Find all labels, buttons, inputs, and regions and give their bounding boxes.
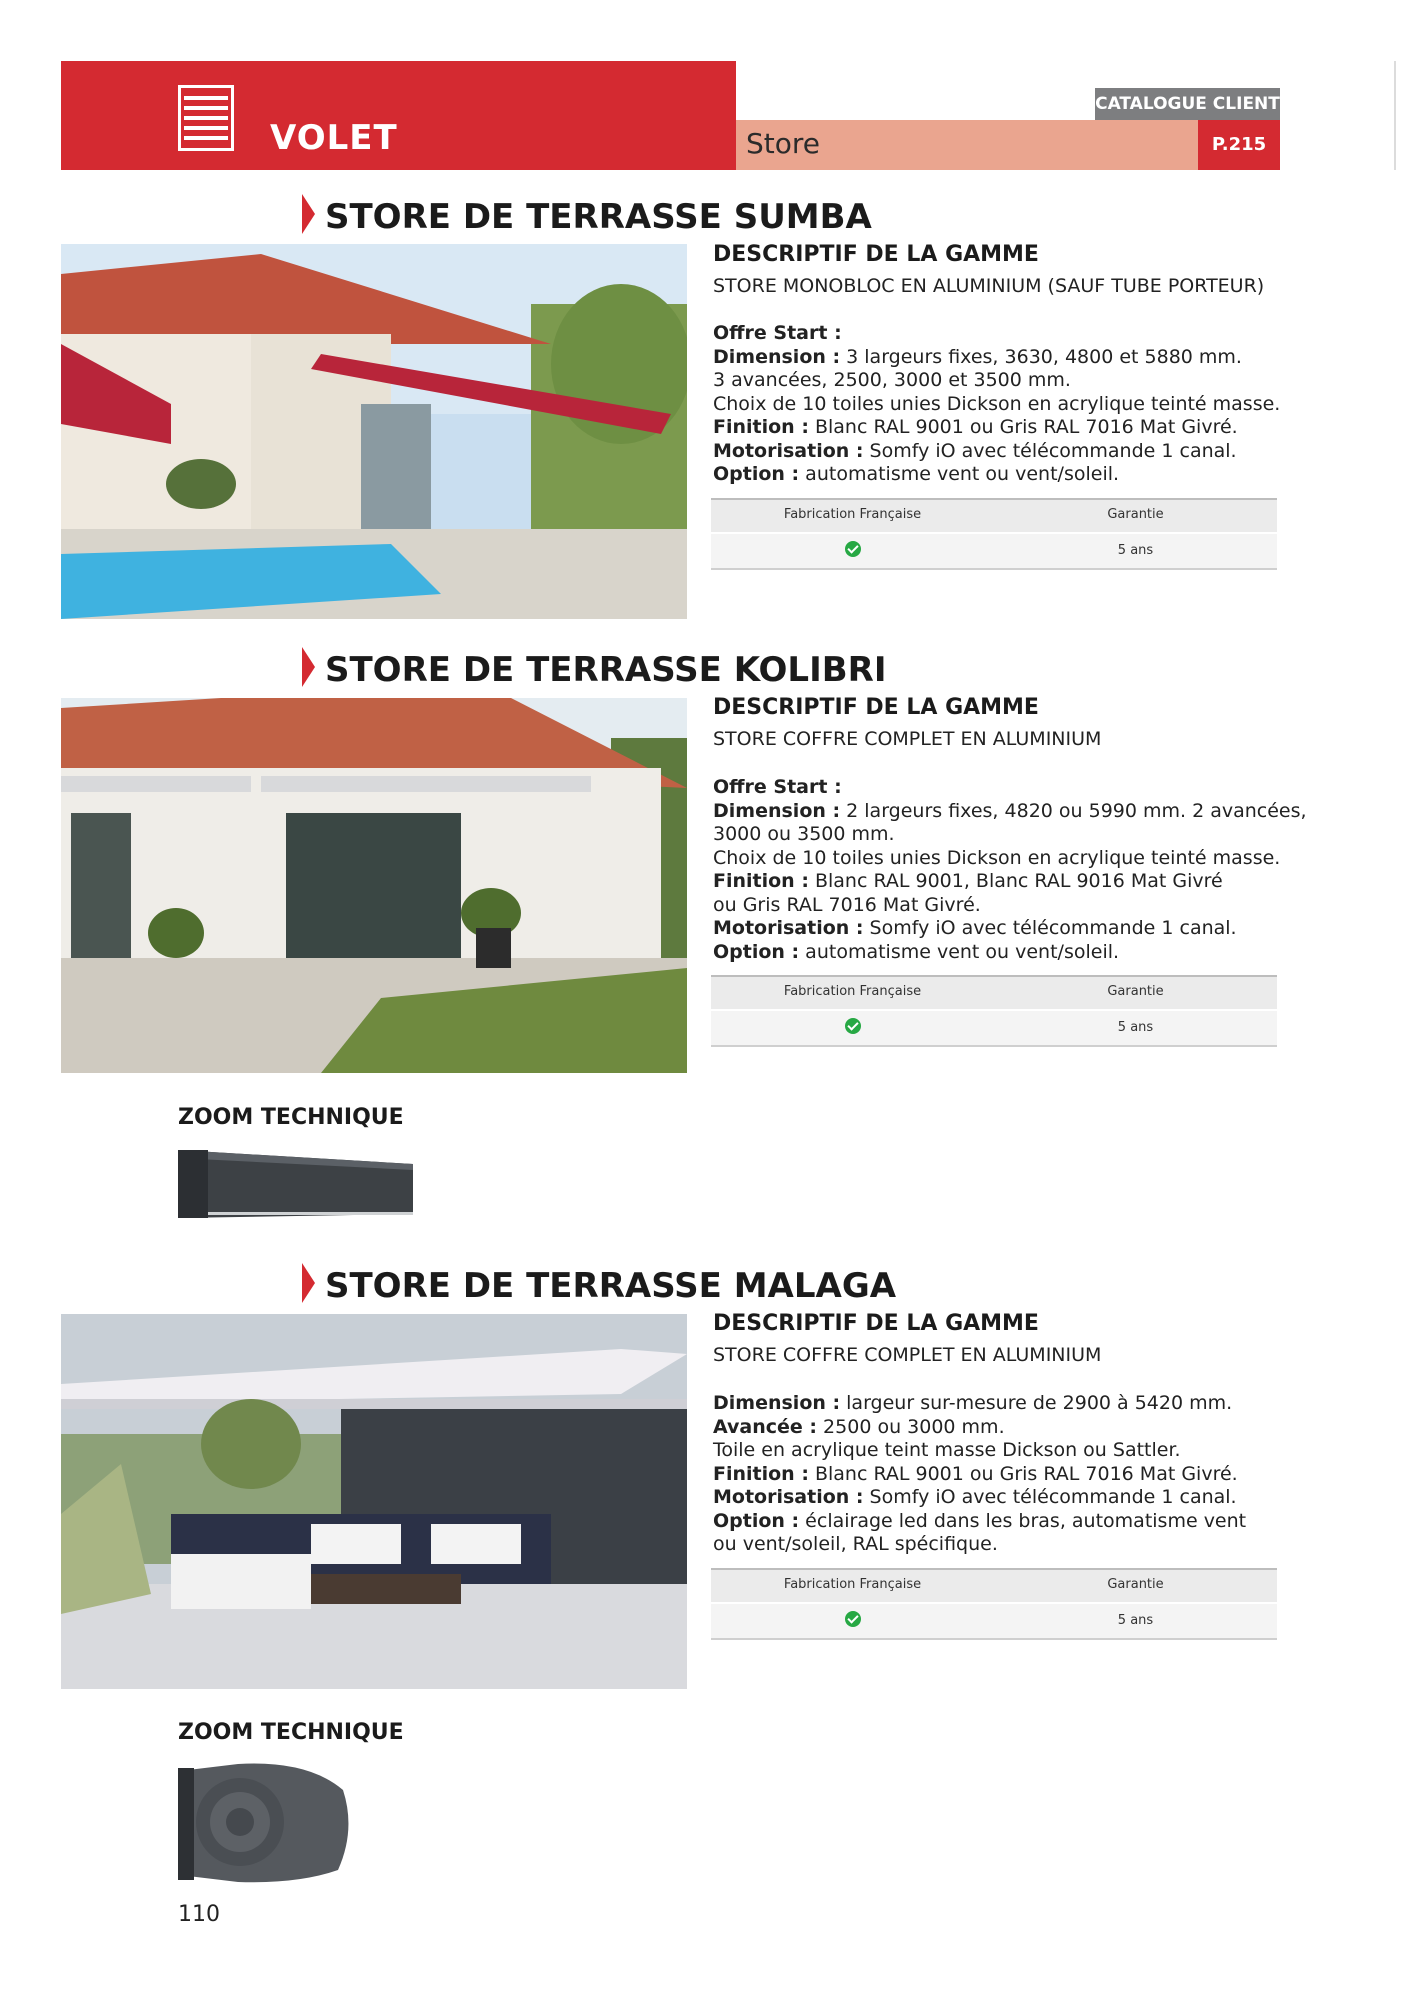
finition-value: Blanc RAL 9001, Blanc RAL 9016 Mat Givré: [808, 870, 1223, 892]
option-value: éclairage led dans les bras, automatisme vent: [799, 1509, 1247, 1532]
header-red-band: [61, 61, 736, 170]
spec-line: Choix de 10 toiles unies Dickson en acrylique teinté masse.: [713, 846, 1281, 869]
header-category: VOLET: [270, 118, 398, 158]
finition-value: Blanc RAL 9001 ou Gris RAL 7016 Mat Givré.: [808, 416, 1238, 438]
photo-malaga: [61, 1314, 687, 1689]
motor-label: Motorisation :: [713, 1486, 864, 1508]
page-number: 110: [178, 1902, 220, 1927]
check-icon: [845, 541, 861, 557]
section-marker-icon: [302, 1263, 315, 1303]
spec-block-kolibri: [713, 776, 1307, 964]
table-header-warranty: Garantie: [1107, 507, 1164, 522]
photo-sumba: [61, 244, 687, 619]
shutter-icon: [178, 85, 234, 151]
finition-label: Finition :: [713, 870, 809, 892]
desc-heading: DESCRIPTIF DE LA GAMME: [713, 695, 1039, 720]
option-value: automatisme vent ou vent/soleil.: [799, 940, 1120, 963]
spec-line: Toile en acrylique teint masse Dickson ou Sattler.: [713, 1439, 1181, 1461]
info-table-malaga: [711, 1568, 1277, 1640]
offer-label: Offre Start :: [713, 322, 842, 344]
desc-subheading: STORE COFFRE COMPLET EN ALUMINIUM: [713, 1344, 1102, 1366]
table-header-made-in-france: Fabrication Française: [783, 507, 922, 522]
dimension-label: Dimension :: [713, 345, 841, 368]
desc-heading: DESCRIPTIF DE LA GAMME: [713, 1311, 1039, 1336]
table-header-warranty: Garantie: [1107, 1577, 1164, 1592]
desc-subheading: STORE MONOBLOC EN ALUMINIUM (SAUF TUBE PORTEUR): [713, 275, 1265, 297]
avancee-value: 2500 ou 3000 mm.: [817, 1415, 1005, 1438]
zoom-technique-label: ZOOM TECHNIQUE: [178, 1720, 404, 1745]
spec-line: 3000 ou 3500 mm.: [713, 823, 895, 845]
check-icon: [845, 1018, 861, 1034]
table-header-warranty: Garantie: [1107, 984, 1164, 999]
info-table-kolibri: [711, 975, 1277, 1047]
header-section: Store: [746, 127, 821, 160]
finition-label: Finition :: [713, 416, 809, 438]
motor-value: Somfy iO avec télécommande 1 canal.: [863, 917, 1237, 939]
table-header-made-in-france: Fabrication Française: [783, 1577, 922, 1592]
finition-value: Blanc RAL 9001 ou Gris RAL 7016 Mat Givré.: [808, 1462, 1238, 1485]
spec-block-malaga: [713, 1392, 1273, 1557]
finition-label: Finition :: [713, 1462, 809, 1485]
spec-line: ou vent/soleil, RAL spécifique.: [713, 1533, 998, 1555]
product-title-sumba: STORE DE TERRASSE SUMBA: [325, 197, 872, 237]
offer-label: Offre Start :: [713, 776, 842, 798]
dimension-value: 2 largeurs fixes, 4820 ou 5990 mm. 2 avancées,: [840, 799, 1307, 822]
header-page-ref: P.215: [1198, 120, 1280, 170]
dimension-value: 3 largeurs fixes, 3630, 4800 et 5880 mm.: [840, 345, 1242, 368]
warranty-value: 5 ans: [1117, 1613, 1154, 1628]
desc-subheading: STORE COFFRE COMPLET EN ALUMINIUM: [713, 728, 1102, 750]
spec-line: Choix de 10 toiles unies Dickson en acrylique teinté masse.: [713, 392, 1281, 415]
motor-label: Motorisation :: [713, 917, 864, 939]
zoom-technique-label: ZOOM TECHNIQUE: [178, 1105, 404, 1130]
section-marker-icon: [302, 647, 315, 687]
photo-kolibri: [61, 698, 687, 1073]
option-label: Option :: [713, 463, 800, 485]
malaga-cassette-image: [178, 1760, 353, 1886]
catalogue-tag: CATALOGUE CLIENT: [1095, 88, 1280, 120]
kolibri-cassette-image: [178, 1150, 413, 1218]
spec-line: ou Gris RAL 7016 Mat Givré.: [713, 893, 981, 916]
header-divider: [1394, 61, 1396, 170]
option-label: Option :: [713, 940, 800, 963]
motor-label: Motorisation :: [713, 439, 864, 462]
desc-heading: DESCRIPTIF DE LA GAMME: [713, 242, 1039, 267]
info-table-sumba: [711, 498, 1277, 570]
motor-value: Somfy iO avec télécommande 1 canal.: [863, 1486, 1237, 1508]
spec-block-sumba: [713, 322, 1281, 487]
motor-value: Somfy iO avec télécommande 1 canal.: [863, 439, 1237, 462]
warranty-value: 5 ans: [1117, 543, 1154, 558]
table-header-made-in-france: Fabrication Française: [783, 984, 922, 999]
dimension-label: Dimension :: [713, 1392, 841, 1414]
option-value: automatisme vent ou vent/soleil.: [799, 463, 1120, 485]
dimension-label: Dimension :: [713, 799, 841, 822]
avancee-label: Avancée :: [713, 1415, 818, 1438]
section-marker-icon: [302, 194, 315, 234]
option-label: Option :: [713, 1509, 800, 1532]
spec-line: 3 avancées, 2500, 3000 et 3500 mm.: [713, 369, 1071, 391]
check-icon: [845, 1611, 861, 1627]
warranty-value: 5 ans: [1117, 1020, 1154, 1035]
product-title-kolibri: STORE DE TERRASSE KOLIBRI: [325, 650, 887, 690]
product-title-malaga: STORE DE TERRASSE MALAGA: [325, 1266, 897, 1306]
dimension-value: largeur sur-mesure de 2900 à 5420 mm.: [840, 1392, 1233, 1414]
